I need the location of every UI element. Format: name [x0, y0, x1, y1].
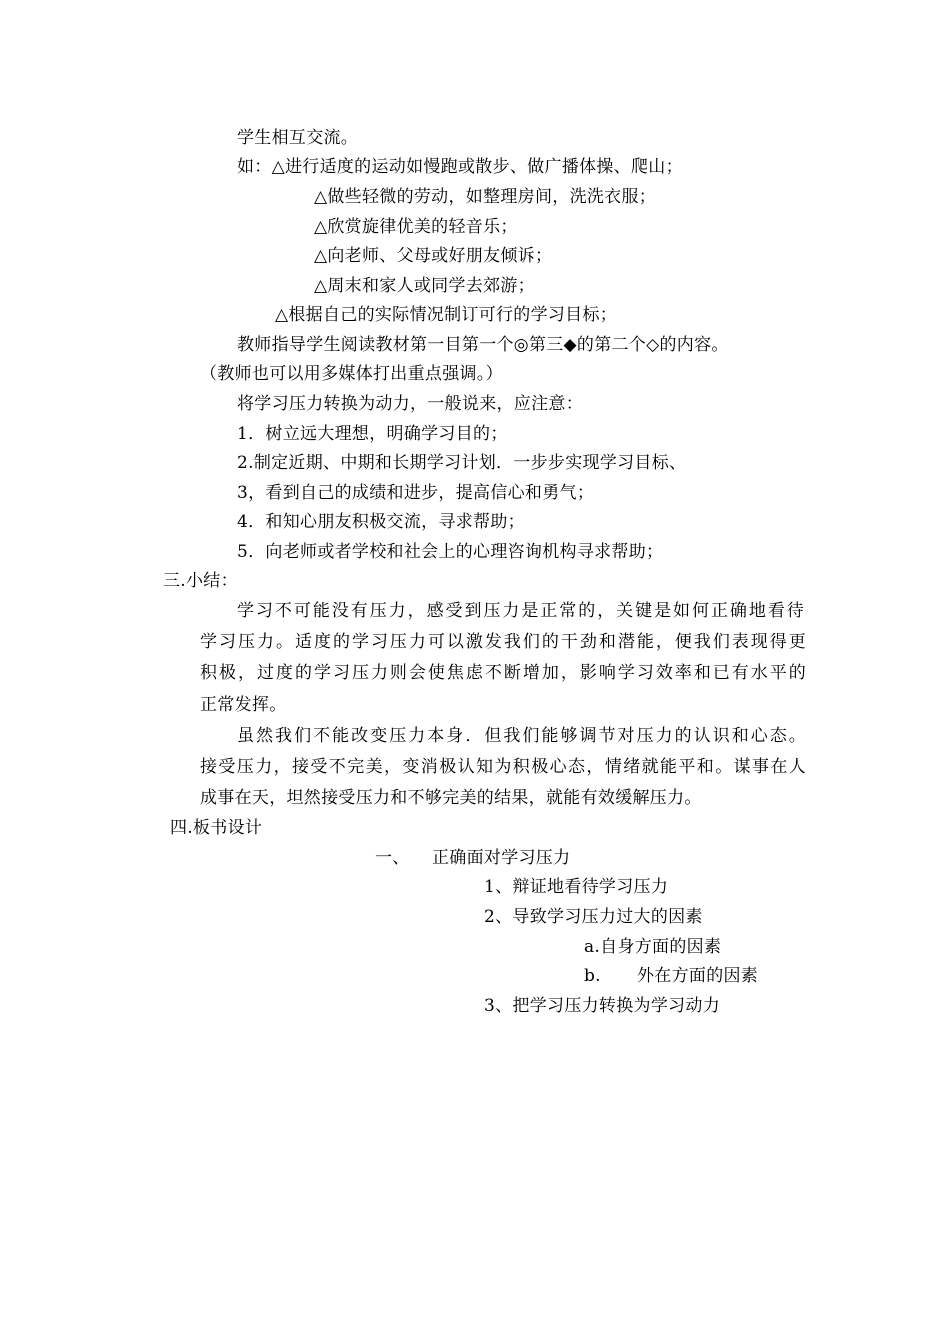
board-subitem-label: b.: [584, 966, 601, 986]
board-item: 2、导致学习压力过大的因素: [484, 907, 703, 927]
text-line: 如：△进行适度的运动如慢跑或散步、做广播体操、爬山；: [237, 157, 683, 177]
text-line: 学生相互交流。: [237, 128, 359, 148]
paragraph-line: 虽然我们不能改变压力本身．但我们能够调节对压力的认识和心态。: [237, 726, 806, 746]
text-line: 5．向老师或者学校和社会上的心理咨询机构寻求帮助；: [237, 542, 664, 562]
text-line: △周末和家人或同学去郊游；: [314, 276, 535, 296]
paragraph-line: 接受压力，接受不完美，变消极认知为积极心态，情绪就能平和。谋事在人: [200, 757, 806, 777]
paragraph-line: 学习压力。适度的学习压力可以激发我们的干劲和潜能，便我们表现得更: [200, 632, 806, 652]
text-line: 将学习压力转换为动力，一般说来，应注意：: [237, 394, 583, 414]
board-title: 正确面对学习压力: [432, 848, 571, 868]
paragraph-line: 正常发挥。: [200, 695, 287, 715]
paragraph-line: 成事在天，坦然接受压力和不够完美的结果，就能有效缓解压力。: [200, 788, 702, 808]
board-subitem: 外在方面的因素: [637, 966, 759, 986]
board-item: 3、把学习压力转换为学习动力: [484, 996, 721, 1016]
text-line: 4．和知心朋友积极交流，寻求帮助；: [237, 512, 525, 532]
text-line: △欣赏旋律优美的轻音乐；: [314, 217, 518, 237]
text-line: △向老师、父母或好朋友倾诉；: [314, 246, 553, 266]
text-line: △做些轻微的劳动，如整理房间，洗洗衣服；: [314, 187, 657, 207]
board-title-number: 一、: [375, 848, 410, 868]
text-line: 教师指导学生阅读教材第一目第一个◎第三◆的第二个◇的内容。: [237, 335, 729, 355]
paragraph-line: 积极，过度的学习压力则会使焦虑不断增加，影响学习效率和已有水平的: [200, 663, 806, 683]
text-line: △根据自己的实际情况制订可行的学习目标；: [275, 305, 618, 325]
text-line: （教师也可以用多媒体打出重点强调。）: [200, 364, 503, 384]
board-subitem: a.自身方面的因素: [584, 937, 722, 957]
section-heading: 四.板书设计: [170, 818, 263, 838]
text-line: 2.制定近期、中期和长期学习计划．一步步实现学习目标、: [237, 453, 687, 473]
board-item: 1、辩证地看待学习压力: [484, 877, 669, 897]
text-line: 3，看到自己的成绩和进步，提高信心和勇气；: [237, 483, 595, 503]
paragraph-line: 学习不可能没有压力，感受到压力是正常的，关键是如何正确地看待: [237, 601, 804, 621]
section-heading: 三.小结：: [163, 571, 238, 591]
text-line: 1．树立远大理想，明确学习目的；: [237, 424, 508, 444]
